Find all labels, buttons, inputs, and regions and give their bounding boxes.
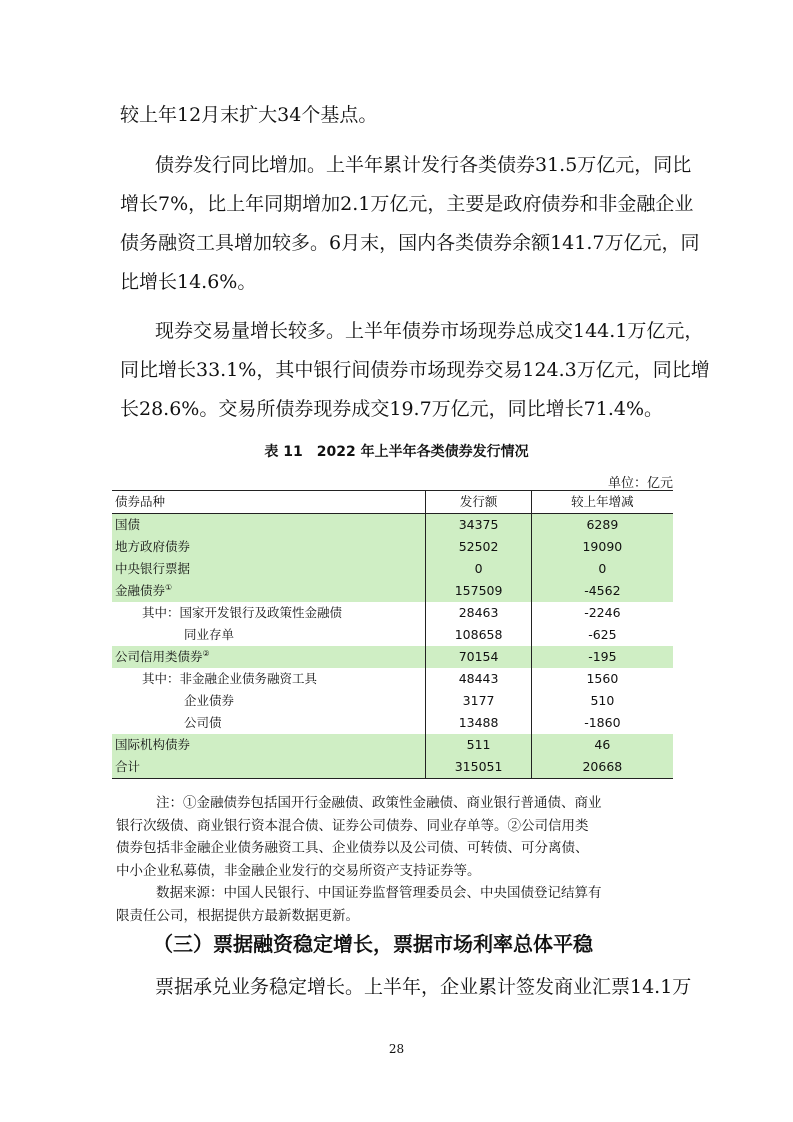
table-header-row [112,491,673,514]
paragraph-line: 票据承兑业务稳定增长。上半年，企业累计签发商业汇票14.1万 [155,976,692,998]
page-number: 28 [388,1042,405,1056]
paragraph-line: 同比增长33.1%，其中银行间债券市场现券交易124.3万亿元，同比增 [120,359,710,381]
row-issued: 3177 [426,690,531,712]
row-change: -625 [531,624,673,646]
table-row-total [112,756,673,779]
row-label: 企业债券 [184,693,235,708]
row-label: 中央银行票据 [112,558,426,580]
row-issued: 108658 [426,624,531,646]
table-row [112,712,673,734]
table-row [112,734,673,756]
paragraph-line: 现券交易量增长较多。上半年债券市场现券总成交144.1万亿元， [155,320,704,342]
row-label: 国债 [112,514,426,537]
row-label: 公司信用类债券 [115,649,203,664]
footnote-mark: ② [202,648,210,658]
table-row [112,624,673,646]
row-change: 46 [531,734,673,756]
row-label: 其中：国家开发银行及政策性金融债 [142,605,343,620]
row-change: 510 [531,690,673,712]
footnote-mark: ① [165,582,173,592]
row-label: 其中：非金融企业债务融资工具 [142,671,318,686]
table-row [112,536,673,558]
note-line: 中小企业私募债，非金融企业发行的交易所资产支持证券等。 [116,862,481,879]
table-row [112,580,673,602]
row-change: -1860 [531,712,673,734]
paragraph-line: 债券发行同比增加。上半年累计发行各类债券31.5万亿元，同比 [155,154,692,176]
data-source-line: 限责任公司，根据提供方最新数据更新。 [116,907,359,924]
row-issued: 48443 [426,668,531,690]
table-row [112,690,673,712]
table-row [112,558,673,580]
row-issued: 28463 [426,602,531,624]
row-change: 1560 [531,668,673,690]
row-issued: 315051 [426,756,531,779]
table-row [112,602,673,624]
row-label: 合计 [112,756,426,779]
row-change: -2246 [531,602,673,624]
paragraph-line: 债务融资工具增加较多。6月末，国内各类债券余额141.7万亿元，同 [120,232,700,254]
paragraph-line: 长28.6%。交易所债券现券成交19.7万亿元，同比增长71.4%。 [120,398,664,420]
row-issued: 157509 [426,580,531,602]
section-heading: （三）票据融资稳定增长，票据市场利率总体平稳 [153,932,593,956]
paragraph-line: 增长7%，比上年同期增加2.1万亿元，主要是政府债券和非金融企业 [120,193,694,215]
row-issued: 0 [426,558,531,580]
header-change: 较上年增减 [531,491,673,514]
row-label-cell [112,646,426,668]
row-change: 19090 [531,536,673,558]
row-label-cell [112,580,426,602]
table-row [112,514,673,537]
header-issued: 发行额 [426,491,531,514]
row-change: -195 [531,646,673,668]
table-unit: 单位：亿元 [607,476,673,491]
paragraph-line: 比增长14.6%。 [120,271,257,293]
data-source-line: 数据来源：中国人民银行、中国证券监督管理委员会、中央国债登记结算有 [156,885,602,901]
row-issued: 13488 [426,712,531,734]
table-row [112,646,673,668]
row-issued: 511 [426,734,531,756]
row-change: 20668 [531,756,673,779]
row-issued: 52502 [426,536,531,558]
row-label: 国际机构债券 [112,734,426,756]
row-label: 金融债券 [115,583,166,598]
row-label: 地方政府债券 [112,536,426,558]
table-title: 表 11 2022 年上半年各类债券发行情况 [264,444,529,460]
table-row [112,668,673,690]
note-line: 注：①金融债券包括国开行金融债、政策性金融债、商业银行普通债、商业 [156,795,602,811]
paragraph-line: 较上年12月末扩大34个基点。 [120,104,378,126]
row-issued: 34375 [426,514,531,537]
bond-issuance-table [112,490,673,779]
note-line: 银行次级债、商业银行资本混合债、证券公司债券、同业存单等。②公司信用类 [116,817,589,834]
row-change: 0 [531,558,673,580]
header-bond-type: 债券品种 [112,491,426,514]
row-change: 6289 [531,514,673,537]
row-change: -4562 [531,580,673,602]
note-line: 债券包括非金融企业债务融资工具、企业债券以及公司债、可转债、可分离债、 [116,840,589,856]
row-issued: 70154 [426,646,531,668]
row-label: 同业存单 [184,627,235,642]
row-label: 公司债 [184,715,222,730]
